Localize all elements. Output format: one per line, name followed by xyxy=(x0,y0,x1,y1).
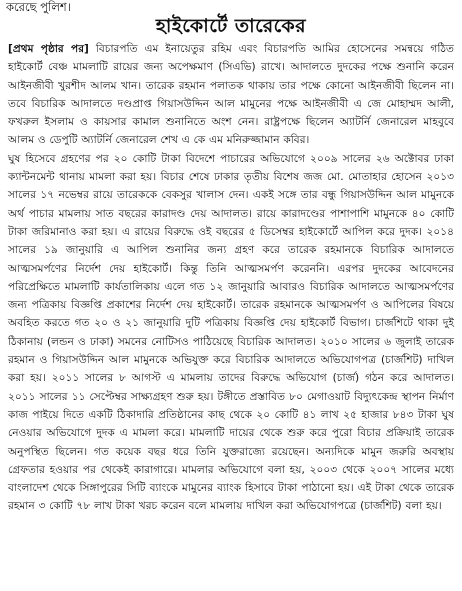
clipped-top-line: করেছে পুলিশ। xyxy=(6,0,71,14)
article-paragraph-2 xyxy=(8,150,454,516)
article-body xyxy=(8,40,454,516)
continuation-label: [প্রথম পৃষ্ঠার পর] xyxy=(8,43,89,55)
article-paragraph-1 xyxy=(8,40,454,150)
headline: হাইকোর্টে তারেকের xyxy=(155,15,307,37)
paragraph-text-1: বিচারপতি এম ইনায়েতুর রহিম এবং বিচারপতি আমির হোসেনের সমন্বয়ে গঠিত হাইকোর্ট বেঞ্চ মামলাটি রায়ের জন্য অপেক্ষমাণ (সিএভি) রাখে। আদালতে দুদকের পক্ষে শুনানি করেন আইনজীবী খুরশীদ আলম খান। তারেক রহমান পলাতক থাকায় তার পক্ষে কোনো আইনজীবী ছিলেন না। তবে বিচারিক আদালতে দণ্ডপ্রাপ্ত গিয়াসউদ্দিন আল মামুনের পক্ষে আইনজীবী এ জে মোহাম্মদ আলী, ফখরুল ইসলাম ও কায়সার কামাল শুনানিতে অংশ নেন। রাষ্ট্রপক্ষে ছিলেন অ্যাটর্নি জেনারেল মাহবুবে আলম ও ডেপুটি অ্যাটর্নি জেনারেল শেখ এ কে এম মনিরুজ্জামান কবির। xyxy=(8,43,454,147)
paragraph-text-2: ঘুষ হিসেবে গ্রহণের পর ২০ কোটি টাকা বিদেশে পাচারের অভিযোগে ২০০৯ সালের ২৬ অক্টোবর ঢাকা ক্যান্টনমেন্ট থানায় মামলা করা হয়। বিচার শেষে ঢাকার তৃতীয় বিশেষ জজ মো. মোতাহার হোসেন ২০১৩ সালের ১৭ নভেম্বর রায়ে তারেককে বেকসুর খালাস দেন। একই সঙ্গে তার বন্ধু গিয়াসউদ্দিন আল মামুনকে অর্থ পাচার মামলায় সাত বছরের কারাদণ্ড দেয় আদালত। রায়ে কারাদণ্ডের পাশাপাশি মামুনকে ৪০ কোটি টাকা জরিমানাও করা হয়। এ রায়ের বিরুদ্ধে ওই বছরের ৫ ডিসেম্বর হাইকোর্টে আপিল করে দুদক। ২০১৪ সালের ১৯ জানুয়ারি এ আপিল শুনানির জন্য গ্রহণ করে তারেক রহমানকে বিচারিক আদালতে আত্মসমর্পণের নির্দেশ দেয় হাইকোর্ট। কিন্তু তিনি আত্মসমর্পণ করেননি। এরপর দুদকের আবেদনের পরিপ্রেক্ষিতে মামলাটি কার্যতালিকায় এলে গত ১২ জানুয়ারি আবারও বিচারিক আদালতে আত্মসমর্পণের জন্য পত্রিকায় বিজ্ঞপ্তি প্রকাশের নির্দেশ দেয় হাইকোর্ট। তারেক রহমানকে আত্মসমর্পণ ও আপিলের বিষয়ে অবহিত করতে গত ২০ ও ২১ জানুয়ারি দুটি পত্রিকায় বিজ্ঞপ্তি দেয় হাইকোর্ট বিভাগ। চার্জশিটে থাকা দুই ঠিকানায় (লন্ডন ও ঢাকা) সমনের নোটিসও পাঠিয়েছে বিচারিক আদালত। ২০১০ সালের ৬ জুলাই তারেক রহমান ও গিয়াসউদ্দিন আল মামুনকে অভিযুক্ত করে বিচারিক আদালতে অভিযোগপত্র (চার্জশিট) দাখিল করা হয়। ২০১১ সালের ৮ আগস্ট এ মামলায় তাদের বিরুদ্ধে অভিযোগ (চার্জ) গঠন করে আদালত। ২০১১ সালের ১১ সেপ্টেম্বর সাক্ষ্যগ্রহণ শুরু হয়। টঙ্গীতে প্রস্তাবিত ৮০ মেগাওয়াট বিদ্যুৎকেন্দ্র স্থাপন নির্মাণ কাজ পাইয়ে দিতে একটি ঠিকাদারি প্রতিষ্ঠানের কাছ থেকে ২০ কোটি ৪১ লাখ ২৫ হাজার ৮৪৩ টাকা ঘুষ নেওয়ার অভিযোগে দুদক এ মামলা করে। মামলাটি দায়ের থেকে শুরু করে পুরো বিচার প্রক্রিয়াই তারেক অনুপস্থিত ছিলেন। গত কয়েক বছর ধরে তিনি যুক্তরাজ্যে রয়েছেন। অন্যদিকে মামুন জরুরি অবস্থায় গ্রেফতার হওয়ার পর থেকেই কারাগারে। মামলার অভিযোগে বলা হয়, ২০০৩ থেকে ২০০৭ সালের মধ্যে বাংলাদেশ থেকে সিঙ্গাপুরের সিটি ব্যাংকে মামুনের ব্যাংক হিসাবে টাকা পাঠানো হয়। এই টাকা থেকে তারেক রহমান ৩ কোটি ৭৮ লাখ টাকা খরচ করেন বলে মামলায় দাখিল করা অভিযোগপত্রে (চার্জশিট) বলা হয়। xyxy=(8,152,454,513)
